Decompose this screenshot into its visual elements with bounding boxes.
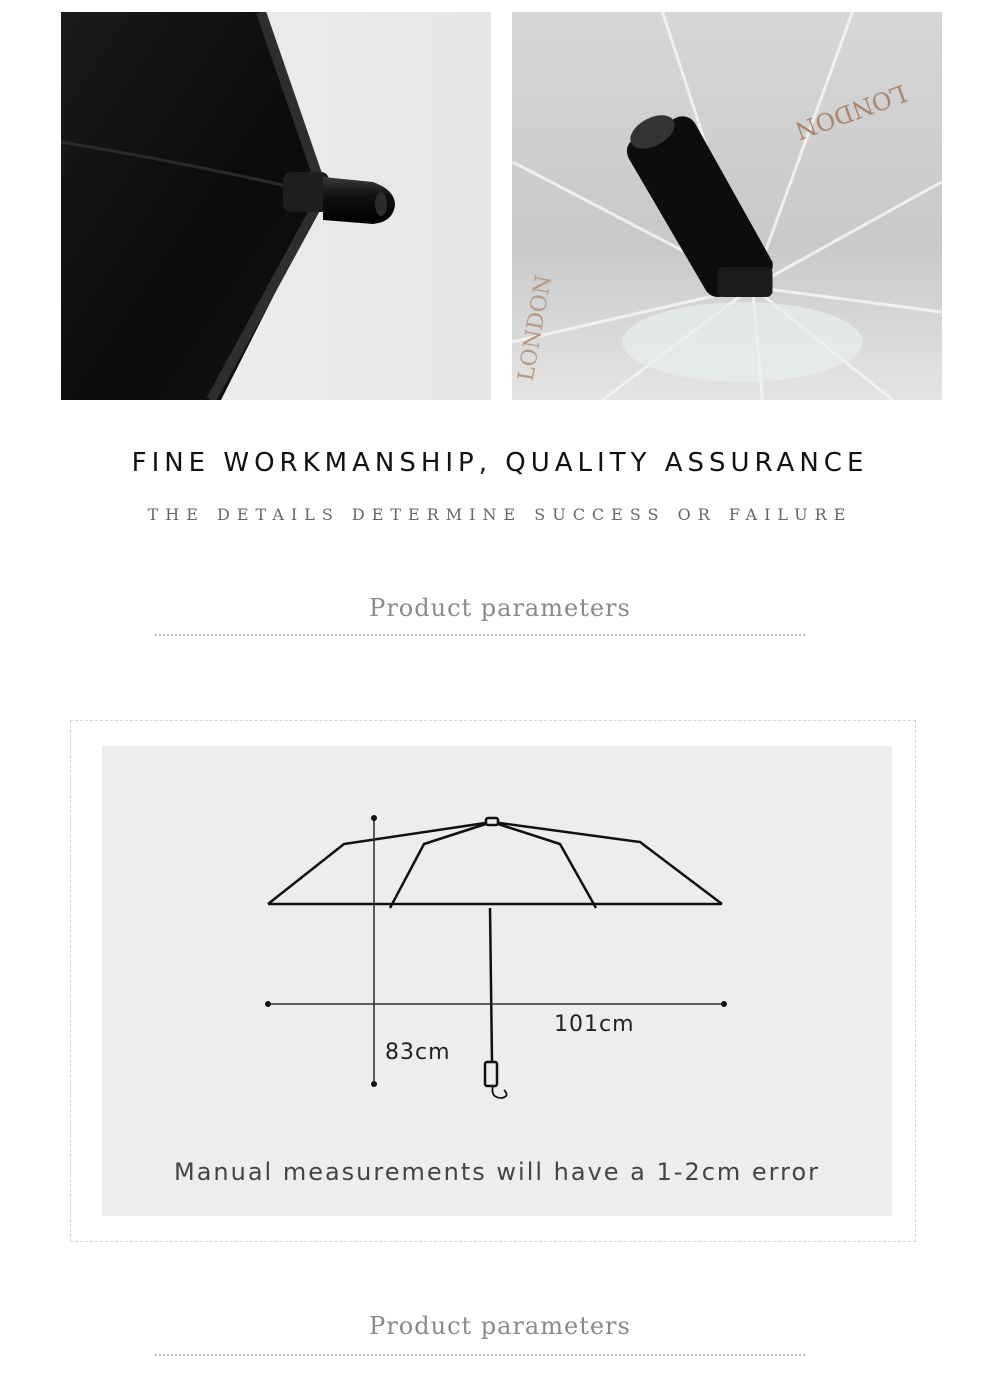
canopy-print-left: LONDON (513, 273, 557, 384)
measurement-note: Manual measurements will have a 1-2cm error (173, 1158, 821, 1186)
umbrella-canopy-front-panel (390, 822, 596, 908)
subline: THE DETAILS DETERMINE SUCCESS OR FAILURE (147, 505, 853, 524)
umbrella-shaft (490, 908, 492, 1062)
width-label: 101cm (554, 1012, 635, 1037)
width-endpoint-left (265, 1001, 271, 1007)
height-label: 83cm (385, 1040, 451, 1065)
height-endpoint-bottom (371, 1081, 377, 1087)
height-endpoint-top (371, 815, 377, 821)
width-endpoint-right (721, 1001, 727, 1007)
umbrella-strap (492, 1086, 506, 1098)
section-title-parameters-2: Product parameters (369, 1312, 631, 1340)
black-umbrella-tip-photo (61, 12, 491, 400)
section-title-parameters: Product parameters (369, 594, 631, 622)
dimension-diagram-panel (102, 746, 892, 1216)
dotted-divider (155, 634, 805, 636)
umbrella-dimension-diagram (102, 746, 892, 1216)
headline: FINE WORKMANSHIP, QUALITY ASSURANCE (131, 448, 869, 478)
umbrella-handle (485, 1062, 497, 1086)
umbrella-canopy-outline (268, 822, 722, 904)
clear-umbrella-tip-illustration (512, 12, 942, 400)
black-umbrella-tip-illustration (61, 12, 491, 400)
canopy-print-top: LONDON (791, 78, 911, 145)
dotted-divider-2 (155, 1354, 805, 1356)
clear-umbrella-tip-photo (512, 12, 942, 400)
